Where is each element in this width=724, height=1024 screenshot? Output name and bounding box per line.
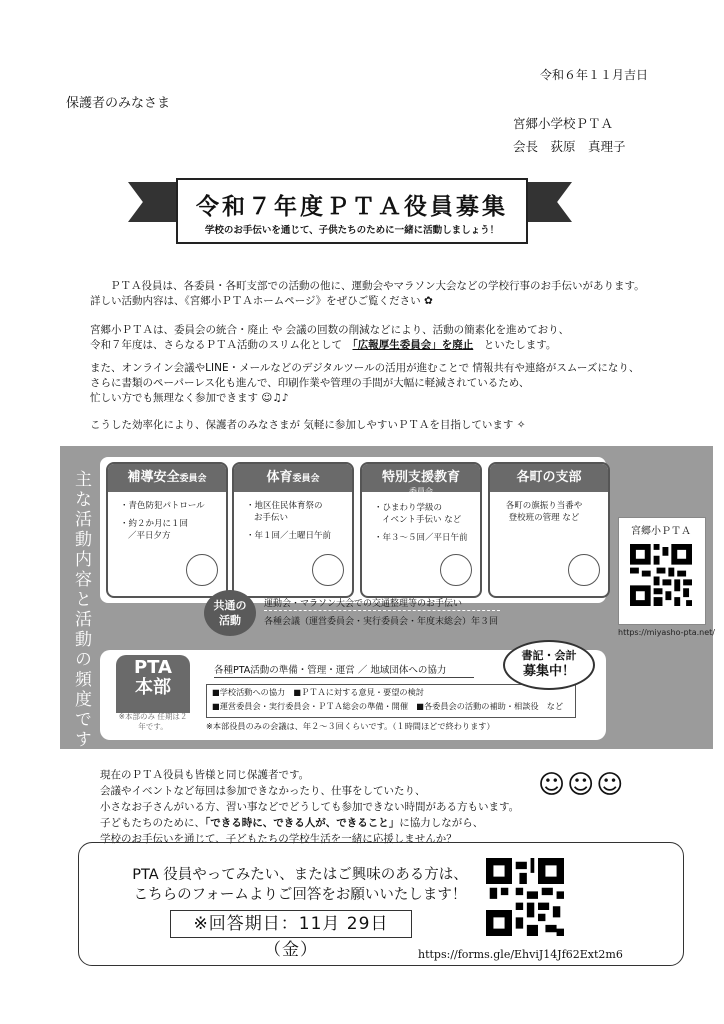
pta-homepage-qr-code[interactable] <box>630 544 692 606</box>
intro-paragraph-3: また、オンライン会議やLINE・メールなどのデジタルツールの活用が進むことで 情報共有や連絡がスムーズになり、 さらに書類のペーパーレス化も進んで、印刷作業や管理の手間が大幅に軽減されているため、 忙しい方でも無理なく参加できます ☺♫♪ <box>90 362 640 404</box>
card-town-branch: 各町の支部 各町の旗振り当番や 登校班の管理 など <box>488 462 610 598</box>
hq-line-2: ■学校活動への協力 ■ＰＴＡに対する意見・要望の検討 <box>212 687 424 697</box>
sender-name: 会長 荻原 真理子 <box>513 139 626 154</box>
common-activity-1: 運動会・マラソン大会での交通整理等のお手伝い <box>264 599 463 609</box>
addressee: 保護者のみなさま <box>66 96 171 111</box>
response-deadline: ※回答期日：11月 29日（金） <box>170 910 412 938</box>
flower-icon: ✿ <box>424 295 433 307</box>
dashed-divider <box>264 610 500 611</box>
pta-homepage-url[interactable]: https://miyasho-pta.net/ <box>618 628 715 637</box>
card-special-support-committee: 特別支援教育 委員会 ・ひまわり学級の イベント手伝い など ・年３～５回／平日午前 <box>360 462 482 598</box>
sender-org: 宮郷小学校ＰＴＡ <box>513 116 614 131</box>
running-kids-illustration-icon <box>312 554 344 586</box>
sender-block <box>513 112 626 158</box>
form-qr-code[interactable] <box>486 858 564 936</box>
page-title: 令和７年度ＰＴＡ役員募集 <box>196 194 508 220</box>
intro-paragraph-2: 宮郷小ＰＴＡは、委員会の統合・廃止 や 会議の回数の削減などにより、活動の簡素化を進めており、 令和７年度は、さらなるＰＴＡ活動のスリム化として 「広報厚生委員会」を廃止 といたします。 <box>90 324 570 351</box>
hq-line-4: ※本部役員のみの会議は、年２～３回くらいです。（１時間ほどで終わります） <box>206 721 495 731</box>
card-sports-committee: 体育委員会 ・地区住民体育祭の お手伝い ・年１回／土曜日午前 <box>232 462 354 598</box>
qr-label: 宮郷小ＰＴＡ <box>631 526 691 537</box>
form-message: PTA 役員やってみたい、またはご興味のある方は、 こちらのフォームよりご回答をお願いいたします！ <box>132 867 468 903</box>
intro-paragraph-1: ＰＴＡ役員は、各委員・各町支部での活動の他に、運動会やマラソン大会などの学校行事のお手伝いがあります。 詳しい活動内容は、《宮郷小ＰＴＡホームページ》をぜひご覧ください ✿ <box>90 280 645 307</box>
children-illustration-icon: ☺☺☺ <box>538 770 626 800</box>
hq-line-1: 各種PTA活動の準備・管理・運営 ／ 地域団体への協力 <box>214 665 447 676</box>
music-note-icon: ♫♪ <box>272 392 289 404</box>
panel-vertical-title: 主な活動内容と活動の頻度です <box>71 470 91 750</box>
page-subtitle: 学校のお手伝いを通じて、子供たちのために一緒に活動しましょう！ <box>204 225 500 236</box>
sunflower-icon <box>440 554 472 586</box>
abolished-committee: 「広報厚生委員会」を廃止 <box>352 339 474 351</box>
hq-line-3: ■運営委員会・実行委員会・ＰＴＡ総会の準備・開催 ■各委員会の活動の補助・相談役 など <box>212 701 564 711</box>
closing-paragraph: 現在のＰＴＡ役員も皆様と同じ保護者です。 会議やイベントなど毎回は参加できなかったり、仕事をしていたり、 小さなお子さんがいる方、習い事などでどうしても参加できない時間がある方もいます。 子どもたちのために、「できる時に、できる人が、できること」に協力しながら、 学校のお手伝いを通じて、子どもたちの学校生活を一緒に応援しませんか？ <box>100 769 520 845</box>
hq-term-note: ※本部のみ 任期は２年です。 <box>118 712 188 731</box>
common-activity-badge: 共通の 活動 <box>204 590 256 636</box>
hq-title: PTA 本部 <box>133 657 172 698</box>
card-safety-committee: 補導安全委員会 ・青色防犯パトロール ・約２か月に１回 ／平日夕方 <box>106 462 228 598</box>
form-url[interactable]: https://forms.gle/EhviJ14Jf62Ext2m6 <box>418 948 623 961</box>
crossing-guard-illustration-icon <box>568 554 600 586</box>
patrol-illustration-icon <box>186 554 218 586</box>
sparkle-icon: ✧ <box>516 419 526 431</box>
intro-paragraph-4: こうした効率化により、保護者のみなさまが 気軽に参加しやすいＰＴＡを目指しています ✧ <box>90 419 526 431</box>
recruiting-bubble: 書記・会計 募集中！ <box>503 640 595 690</box>
smile-icon: ☺ <box>261 392 273 404</box>
hq-underline <box>214 677 474 678</box>
common-activity-2: 各種会議（運営委員会・実行委員会・年度末総会）年３回 <box>264 617 499 627</box>
issue-date: 令和６年１１月吉日 <box>539 68 648 82</box>
